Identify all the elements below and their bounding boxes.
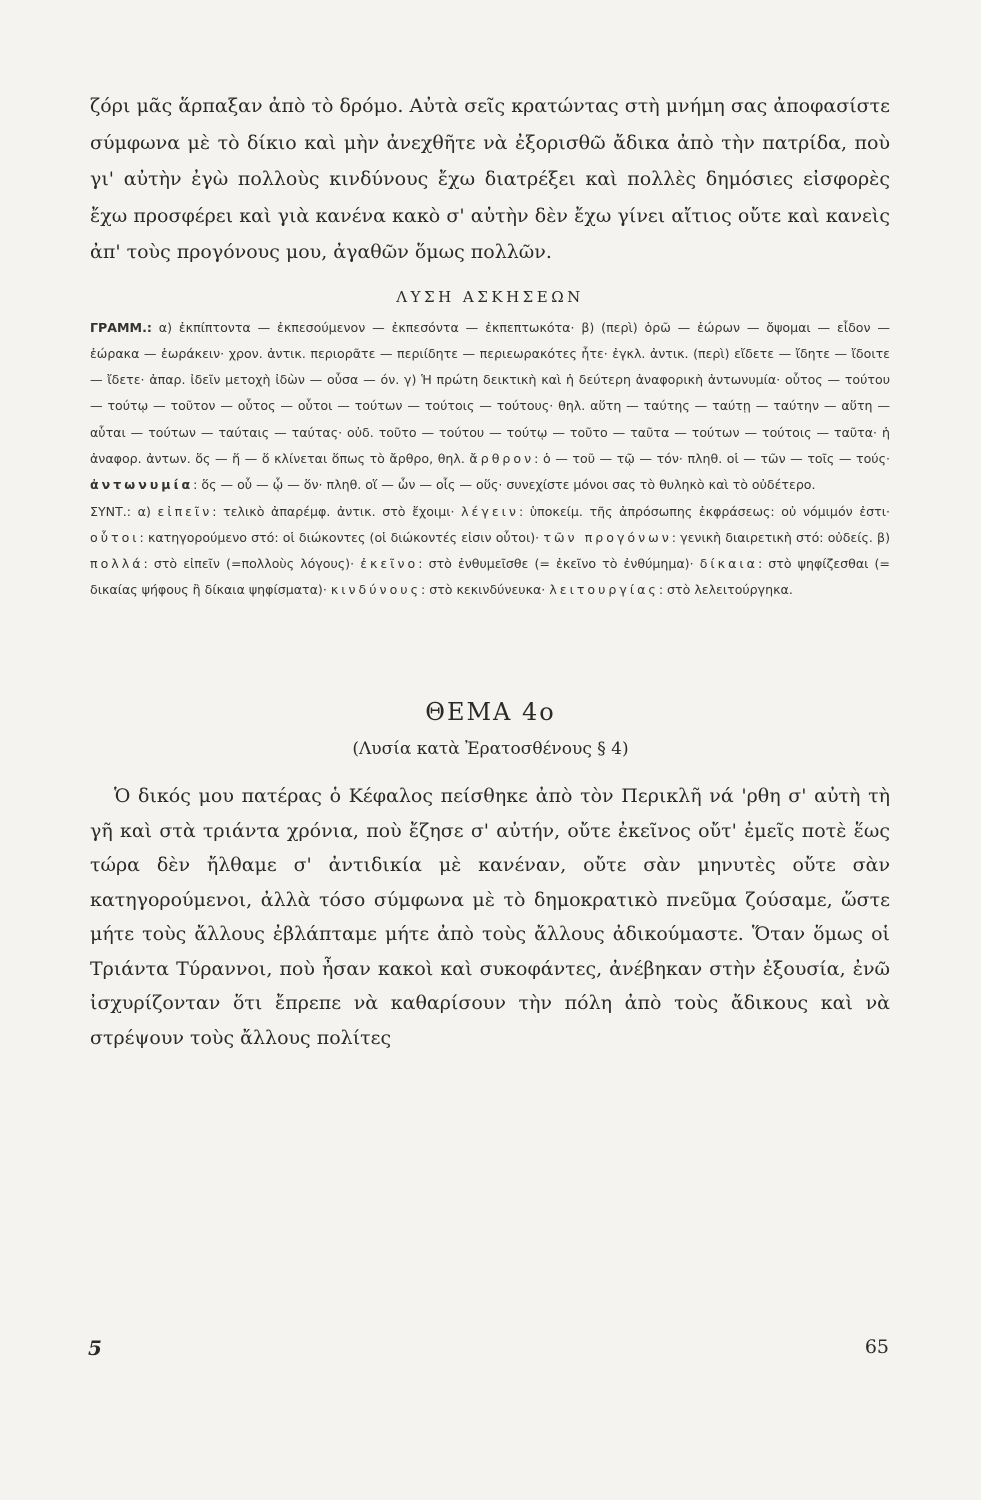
- grammar-text-b: : ὁ — τοῦ — τῷ — τόν· πληθ. οἱ — τῶν — τοῖς — τούς·: [534, 450, 890, 466]
- grammar-text-a: α) ἐκπίπτοντα — ἐκπεσούμενον — ἐκπεσόντα — ἐκπεπτωκότα· β) (περὶ) ὁρῶ — ἑώρων — ὄψομαι — εἶδον — ἑώρακα — ἑωράκειν· χρον. ἀντικ. περιορᾶτε — περιίδητε — περιεωρακότες ἦτε· ἐγκλ. ἀντικ. (περὶ) εἴδετε — ἴδητε — ἴδοιτε — ἴδετε· ἀπαρ. ἰδεῖν μετοχὴ ἰδὼν — οὖσα — όν. γ) Ἡ πρώτη δεικτικὴ καὶ ἡ δεύτερη ἀναφορικὴ ἀντωνυμία· οὗτος — τούτου — τούτῳ — τοῦτον — οὗτος — οὗτοι — τούτων — τούτοις — τούτους· θηλ. αὕτη — ταύτης — ταύτῃ — ταύτην — αὕτη — αὗται — τούτων — ταύταις — ταύτας· οὐδ. τοῦτο — τούτου — τούτῳ — τοῦτο — ταῦτα — τούτων — τούτοις — ταῦτα· ἡ ἀναφορ. ἀντων. ὅς — ἥ — ὅ κλίνεται ὅπως τὸ ἄρθρο, θηλ.: [90, 319, 890, 466]
- syntax-term-progonon: τῶν προγόνων: [543, 529, 672, 545]
- syntax-t9: : στὸ κεκινδύνευκα·: [420, 582, 550, 598]
- grammar-text-c: : ὅς — οὗ — ᾧ — ὅν· πληθ. οἵ — ὧν — οἷς — οὕς· συνεχίστε μόνοι σας τὸ θυληκὸ καὶ τὸ οὐδέτερο.: [193, 477, 816, 493]
- syntax-t4: : κατηγορούμενο στό: οἱ διώκοντες (οἱ διώκοντές εἰσιν οὗτοι)·: [139, 529, 544, 545]
- syntax-term-leitourgias: λειτουργίας: [549, 582, 659, 598]
- syntax-term-polla: πολλά: [90, 556, 144, 572]
- theme-title: ΘΕΜΑ 4ο: [425, 698, 556, 726]
- theme-paragraph: Ὁ δικός μου πατέρας ὁ Κέφαλος πείσθηκε ἀπὸ τὸν Περικλῆ νά 'ρθη σ' αὐτὴ τὴ γῆ καὶ στὰ τριάντα χρόνια, ποὺ ἔζησε σ' αὐτήν, οὔτε ἐκεῖνος οὔτ' ἐμεῖς ποτὲ ἕως τώρα δὲν ἤλθαμε σ' ἀντιδικία μὲ κανέναν, οὔτε σὰν μηνυτὲς οὔτε σὰν κατηγορούμενοι, ἀλλὰ τόσο σύμφωνα μὲ τὸ δημοκρατικὸ πνεῦμα ζούσαμε, ὥστε μήτε τοὺς ἄλλους ἐβλάπταμε μήτε ἀπὸ τοὺς ἄλλους ἀδικούμαστε. Ὅταν ὅμως οἱ Τριάντα Τύραννοι, ποὺ ἦσαν κακοὶ καὶ συκοφάντες, ἀνέβηκαν στὴν ἐξουσία, ἐνῶ ἰσχυρίζονταν ὅτι ἔπρεπε νὰ καθαρίσουν τὴν πόλη ἀπὸ τοὺς ἄδικους καὶ νὰ στρέψουν τοὺς ἄλλους πολίτες: [90, 785, 890, 1049]
- signature-mark: 5: [88, 1336, 102, 1360]
- syntax-t1: α): [131, 503, 158, 519]
- syntax-label: ΣΥΝΤ.:: [90, 503, 132, 519]
- syntax-t2: : τελικὸ ἀπαρέμφ. ἀντικ. στὸ ἔχοιμι·: [212, 503, 462, 519]
- syntax-t8: : στὸ ψηφίζεσθαι (= δικαίας ψήφους ἢ δίκαια ψηφίσματα)·: [90, 556, 890, 598]
- syntax-solution: [90, 499, 890, 604]
- syntax-term-eipein: εἰπεῖν: [157, 503, 213, 519]
- syntax-t7: : στὸ ἐνθυμεῖσθε (= ἐκεῖνο τὸ ἐνθύμημα)·: [418, 556, 700, 572]
- syntax-term-dikaia: δίκαια: [699, 556, 758, 572]
- syntax-t5: : γενικὴ διαιρετικὴ στό: οὐδείς. β): [671, 529, 890, 545]
- top-paragraph: ζόρι μᾶς ἅρπαξαν ἀπὸ τὸ δρόμο. Αὐτὰ σεῖς κρατώντας στὴ μνήμη σας ἀποφασίστε σύμφωνα μὲ τὸ δίκιο καὶ μὴν ἀνεχθῆτε νὰ ἐξορισθῶ ἄδικα ἀπὸ τὴν πατρίδα, ποὺ γι' αὐτὴν ἐγὼ πολλοὺς κινδύνους ἔχω διατρέξει καὶ πολλὲς δημόσιες εἰσφορὲς ἔχω προσφέρει καὶ γιὰ κανένα κακὸ σ' αὐτὴν δὲν ἔχω γίνει αἴτιος οὔτε καὶ κανεὶς ἀπ' τοὺς προγόνους μου, ἀγαθῶν ὅμως πολλῶν.: [90, 95, 890, 263]
- syntax-term-ekeino: ἐκεῖνο: [360, 556, 419, 572]
- grammar-solution: [90, 315, 890, 499]
- grammar-label: ΓΡΑΜΜ.:: [90, 319, 152, 335]
- section-title: ΛΥΣΗ ΑΣΚΗΣΕΩΝ: [396, 287, 584, 306]
- syntax-term-houtoi: οὗτοι: [90, 529, 140, 545]
- grammar-term-arthro: ἄρθρον: [469, 450, 535, 466]
- syntax-t3: : ὑποκείμ. τῆς ἀπρόσωπης ἐκφράσεως: οὐ νόμιμόν ἐστι·: [518, 503, 890, 519]
- page-body: [90, 88, 890, 604]
- grammar-term-antonymia: ἀντωνυμία: [90, 477, 194, 493]
- syntax-t6: : στὸ εἰπεῖν (=πολλοὺς λόγους)·: [143, 556, 361, 572]
- syntax-t10: : στὸ λελειτούργηκα.: [658, 582, 793, 598]
- syntax-term-kindynous: κινδύνους: [330, 582, 421, 598]
- theme-subtitle: (Λυσία κατὰ Ἐρατοσθένους § 4): [352, 739, 629, 759]
- syntax-term-legein: λέγειν: [461, 503, 519, 519]
- page-number: 65: [864, 1336, 889, 1358]
